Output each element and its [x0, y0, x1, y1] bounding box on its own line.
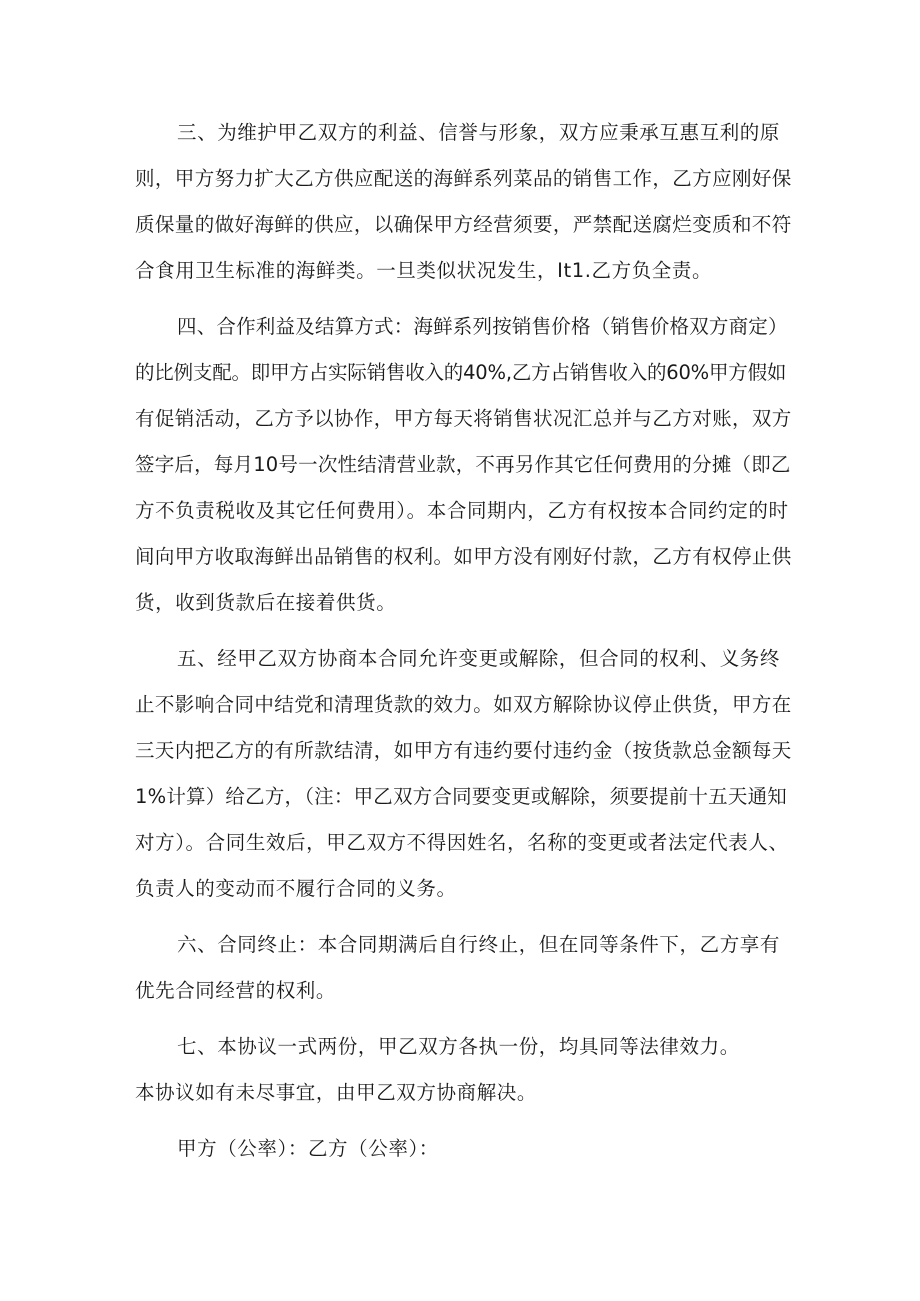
clause-4-line-2: 的比例支配。即甲方占实际销售收入的40%,乙方占销售收入的60%甲方假如: [135, 361, 787, 384]
clause-4-line-5: 方不负责税收及其它任何费用）。本合同期内，乙方有权按本合同约定的时: [135, 499, 789, 522]
clause-4-line-4: 签字后，每月10号一次性结清营业款，不再另作其它任何费用的分摊（即乙: [135, 453, 791, 476]
clause-3-line-3: 质保量的做好海鲜的供应，以确保甲方经营须要，严禁配送腐烂变质和不符: [135, 213, 792, 236]
clause-5-line-4: 1%计算）给乙方，（注：甲乙双方合同要变更或解除，须要提前十五天通知: [135, 785, 787, 808]
clause-4-line-7: 货，收到货款后在接着供货。: [135, 591, 397, 614]
clause-3-line-1: 三、为维护甲乙双方的利益、信誉与形象，双方应秉承互惠互利的原: [177, 121, 781, 144]
clause-3-line-4: 合食用卫生标准的海鲜类。一旦类似状况发生，It1.乙方负全责。: [135, 259, 713, 282]
clause-5-line-6: 负责人的变动而不履行合同的义务。: [135, 877, 457, 900]
clause-7-line-2: 本协议如有未尽事宜，由甲乙双方协商解决。: [135, 1081, 538, 1104]
signature-line: 甲方（公率）：乙方（公率）：: [177, 1137, 439, 1160]
clause-7-line-1: 七、本协议一式两份，甲乙双方各执一份，均具同等法律效力。: [177, 1035, 740, 1058]
clause-5-line-1: 五、经甲乙双方协商本合同允许变更或解除，但合同的权利、义务终: [177, 647, 781, 670]
clause-5-line-3: 三天内把乙方的有所款结清，如甲方有违约要付违约金（按货款总金额每天: [135, 739, 792, 762]
clause-6-line-1: 六、合同终止：本合同期满后自行终止，但在同等条件下，乙方享有: [177, 933, 781, 956]
clause-4-line-3: 有促销活动，乙方予以协作，甲方每天将销售状况汇总并与乙方对账，双方: [135, 407, 792, 430]
clause-4-line-1: 四、合作利益及结算方式：海鲜系列按销售价格（销售价格双方商定）: [177, 315, 788, 338]
clause-4-line-6: 间向甲方收取海鲜出品销售的权利。如甲方没有刚好付款，乙方有权停止供: [135, 545, 792, 568]
clause-6-line-2: 优先合同经营的权利。: [135, 979, 337, 1002]
clause-3-line-2: 则，甲方努力扩大乙方供应配送的海鲜系列菜品的销售工作，乙方应刚好保: [135, 167, 792, 190]
clause-5-line-2: 止不影响合同中结党和清理货款的效力。如双方解除协议停止供货，甲方在: [135, 693, 792, 716]
clause-5-line-5: 对方）。合同生效后，甲乙双方不得因姓名，名称的变更或者法定代表人、: [135, 831, 789, 854]
